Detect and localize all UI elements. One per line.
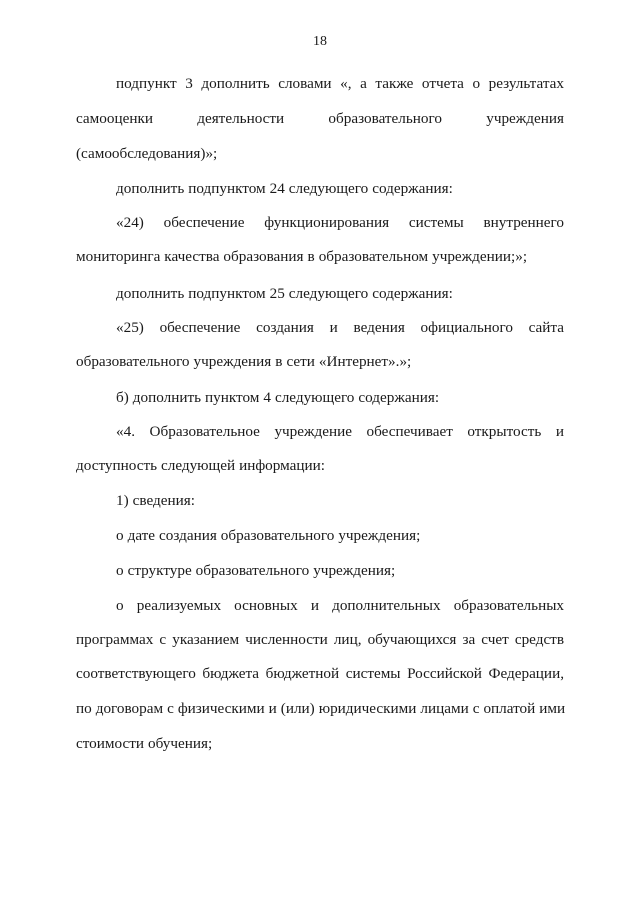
text-line-15: о структуре образовательного учреждения; bbox=[116, 562, 396, 579]
text-line-9: образовательного учреждения в сети «Интернет».»; bbox=[76, 353, 412, 370]
text-line-19: по договорам с физическими и (или) юридическими лицами с оплатой ими bbox=[76, 700, 566, 717]
text-line-16: о реализуемых основных и дополнительных образовательных bbox=[116, 597, 564, 614]
text-line-3: (самообследования)»; bbox=[76, 145, 218, 162]
text-line-6: мониторинга качества образования в образовательном учреждении;»; bbox=[76, 248, 528, 265]
text-line-7: дополнить подпунктом 25 следующего содержания: bbox=[116, 285, 453, 302]
text-line-20: стоимости обучения; bbox=[76, 735, 213, 752]
text-line-2: самооценки деятельности образовательного учреждения bbox=[76, 110, 564, 127]
text-line-14: о дате создания образовательного учреждения; bbox=[116, 527, 421, 544]
text-line-18: соответствующего бюджета бюджетной системы Российской Федерации, bbox=[76, 665, 564, 682]
page-number: 18 bbox=[313, 34, 327, 49]
text-line-10: б) дополнить пунктом 4 следующего содержания: bbox=[116, 389, 440, 406]
text-line-13: 1) сведения: bbox=[116, 492, 195, 509]
text-line-4: дополнить подпунктом 24 следующего содержания: bbox=[116, 180, 453, 197]
text-line-5: «24) обеспечение функционирования системы внутреннего bbox=[116, 214, 564, 231]
text-line-17: программах с указанием численности лиц, обучающихся за счет средств bbox=[76, 631, 564, 648]
text-line-1: подпункт 3 дополнить словами «, а также отчета о результатах bbox=[116, 75, 564, 92]
text-line-11: «4. Образовательное учреждение обеспечивает открытость и bbox=[116, 423, 564, 440]
text-line-12: доступность следующей информации: bbox=[76, 457, 325, 474]
text-line-8: «25) обеспечение создания и ведения официального сайта bbox=[116, 319, 564, 336]
